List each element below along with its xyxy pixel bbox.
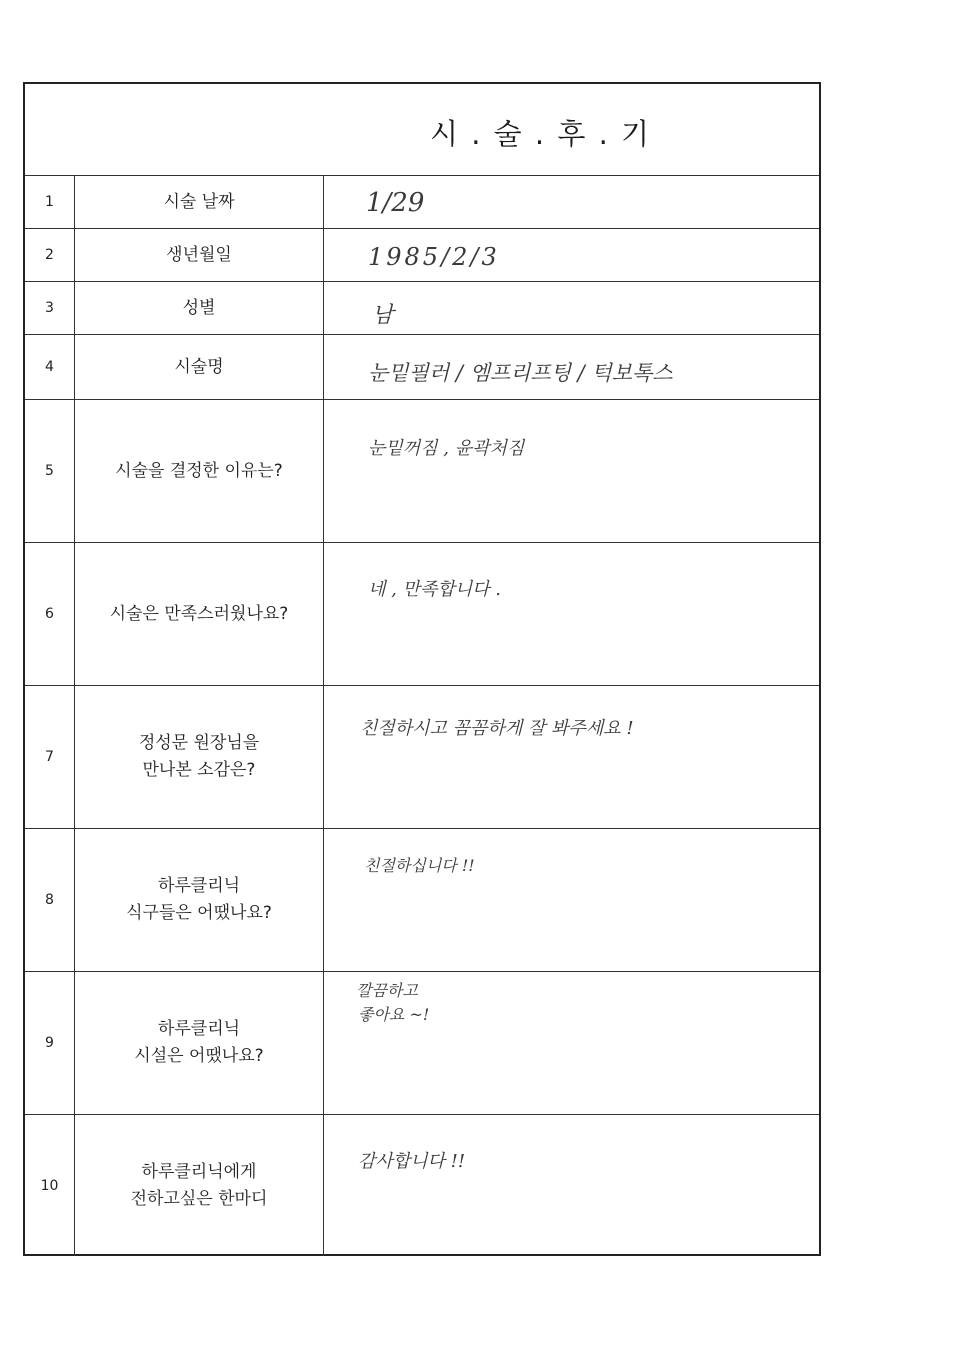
answer-cell <box>324 1115 819 1256</box>
answer-cell <box>324 829 819 971</box>
question-label: 하루클리닉 시설은 어땠나요? <box>75 972 324 1114</box>
handwritten-answer: 네 , 만족합니다 . <box>368 579 501 600</box>
question-label: 생년월일 <box>75 229 324 281</box>
table-row <box>25 229 819 282</box>
question-label: 하루클리닉 식구들은 어땠나요? <box>75 829 324 971</box>
answer-cell <box>324 335 819 399</box>
form-title: 시 . 술 . 후 . 기 <box>430 117 652 151</box>
row-number: 2 <box>25 229 75 281</box>
table-row <box>25 282 819 335</box>
table-row <box>25 829 819 972</box>
table-row <box>25 543 819 686</box>
question-label: 하루클리닉에게 전하고싶은 한마디 <box>75 1115 324 1256</box>
table-row <box>25 972 819 1115</box>
handwritten-answer-line: 깔끔하고 <box>356 981 418 1000</box>
question-label: 시술은 만족스러웠나요? <box>75 543 324 685</box>
table-row <box>25 400 819 543</box>
row-number: 4 <box>25 335 75 399</box>
handwritten-answer: 감사합니다 !! <box>358 1151 466 1172</box>
answer-cell <box>324 972 819 1114</box>
row-number: 10 <box>25 1115 75 1256</box>
table-row <box>25 176 819 229</box>
answer-cell <box>324 400 819 542</box>
handwritten-answer: 눈밑꺼짐 , 윤곽처짐 <box>368 438 525 459</box>
row-number: 7 <box>25 686 75 828</box>
table-row <box>25 1115 819 1256</box>
question-label: 시술을 결정한 이유는? <box>75 400 324 542</box>
handwritten-answer: 1/29 <box>366 188 425 218</box>
row-number: 5 <box>25 400 75 542</box>
row-number: 8 <box>25 829 75 971</box>
handwritten-answer: 친절하십니다 !! <box>364 856 475 875</box>
handwritten-answer: 눈밑필러 / 엠프리프팅 / 턱보톡스 <box>368 361 673 385</box>
question-label: 시술 날짜 <box>75 176 324 228</box>
question-label: 정성문 원장님을 만나본 소감은? <box>75 686 324 828</box>
handwritten-answer: 1985/2/3 <box>368 243 500 271</box>
row-number: 1 <box>25 176 75 228</box>
handwritten-answer-line: 좋아요 ~! <box>358 1005 430 1024</box>
question-label: 성별 <box>75 282 324 334</box>
table-row <box>25 335 819 400</box>
handwritten-answer: 친절하시고 꼼꼼하게 잘 봐주세요 ! <box>360 718 634 739</box>
title-row <box>25 84 819 176</box>
row-number: 6 <box>25 543 75 685</box>
row-number: 9 <box>25 972 75 1114</box>
answer-cell <box>324 543 819 685</box>
answer-cell <box>324 282 819 334</box>
answer-cell <box>324 686 819 828</box>
answer-cell <box>324 229 819 281</box>
table-row <box>25 686 819 829</box>
question-label: 시술명 <box>75 335 324 399</box>
answer-cell <box>324 176 819 228</box>
handwritten-answer: 남 <box>372 303 394 328</box>
survey-form <box>23 82 821 1256</box>
row-number: 3 <box>25 282 75 334</box>
